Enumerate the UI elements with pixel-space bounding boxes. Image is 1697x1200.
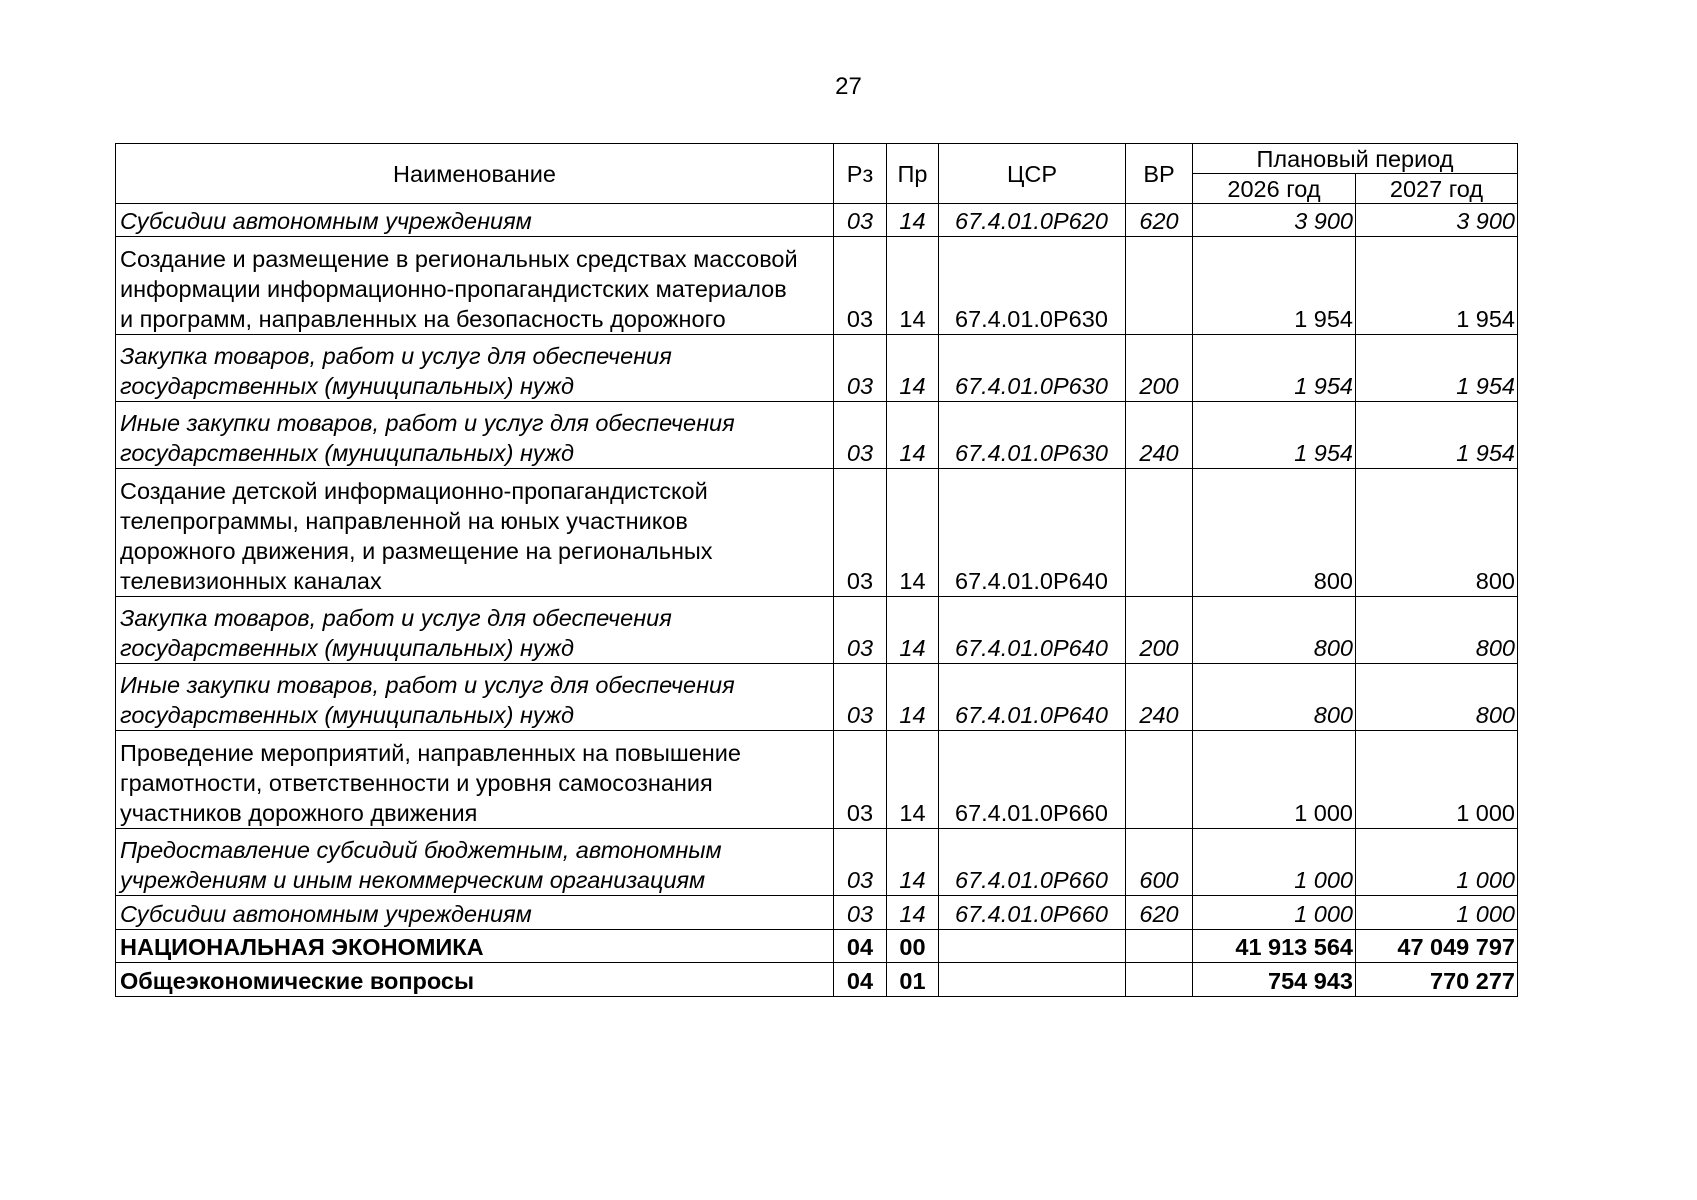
row-value-2027: 1 954 bbox=[1356, 402, 1518, 469]
row-value-2026: 754 943 bbox=[1193, 963, 1356, 997]
row-csr: 67.4.01.0Р640 bbox=[939, 597, 1126, 664]
row-csr: 67.4.01.0Р660 bbox=[939, 731, 1126, 829]
table-body bbox=[116, 204, 1518, 997]
table-row bbox=[116, 664, 1518, 731]
row-pr: 01 bbox=[887, 963, 939, 997]
row-vr: 620 bbox=[1126, 204, 1193, 237]
row-value-2027: 1 000 bbox=[1356, 731, 1518, 829]
row-rz: 03 bbox=[834, 335, 887, 402]
row-name: Субсидии автономным учреждениям bbox=[116, 896, 834, 930]
row-value-2027: 1 954 bbox=[1356, 237, 1518, 335]
row-vr: 200 bbox=[1126, 335, 1193, 402]
row-name: НАЦИОНАЛЬНАЯ ЭКОНОМИКА bbox=[116, 930, 834, 963]
row-rz: 03 bbox=[834, 731, 887, 829]
row-pr: 14 bbox=[887, 664, 939, 731]
row-pr: 14 bbox=[887, 335, 939, 402]
table-row bbox=[116, 930, 1518, 963]
row-rz: 03 bbox=[834, 469, 887, 597]
row-vr bbox=[1126, 731, 1193, 829]
row-rz: 03 bbox=[834, 664, 887, 731]
row-rz: 03 bbox=[834, 829, 887, 896]
row-csr: 67.4.01.0Р630 bbox=[939, 335, 1126, 402]
row-pr: 14 bbox=[887, 896, 939, 930]
row-rz: 04 bbox=[834, 963, 887, 997]
row-vr: 620 bbox=[1126, 896, 1193, 930]
row-value-2026: 41 913 564 bbox=[1193, 930, 1356, 963]
row-name: Закупка товаров, работ и услуг для обеспечения государственных (муниципальных) нужд bbox=[116, 335, 834, 402]
row-csr: 67.4.01.0Р640 bbox=[939, 664, 1126, 731]
row-name: Закупка товаров, работ и услуг для обеспечения государственных (муниципальных) нужд bbox=[116, 597, 834, 664]
row-rz: 03 bbox=[834, 204, 887, 237]
row-value-2027: 1 954 bbox=[1356, 335, 1518, 402]
row-value-2027: 47 049 797 bbox=[1356, 930, 1518, 963]
row-value-2027: 800 bbox=[1356, 664, 1518, 731]
row-vr: 200 bbox=[1126, 597, 1193, 664]
row-rz: 04 bbox=[834, 930, 887, 963]
header-name: Наименование bbox=[116, 144, 834, 204]
row-csr: 67.4.01.0Р620 bbox=[939, 204, 1126, 237]
table-row bbox=[116, 731, 1518, 829]
row-pr: 14 bbox=[887, 597, 939, 664]
row-pr: 14 bbox=[887, 469, 939, 597]
row-name: Создание и размещение в региональных средствах массовой информации информационно-пропагандистских материалов и программ, направленных на безопасность дорожного bbox=[116, 237, 834, 335]
row-pr: 14 bbox=[887, 237, 939, 335]
row-vr bbox=[1126, 930, 1193, 963]
row-value-2026: 1 000 bbox=[1193, 829, 1356, 896]
row-csr bbox=[939, 930, 1126, 963]
row-vr bbox=[1126, 237, 1193, 335]
row-csr: 67.4.01.0Р660 bbox=[939, 829, 1126, 896]
row-csr: 67.4.01.0Р630 bbox=[939, 237, 1126, 335]
row-pr: 14 bbox=[887, 402, 939, 469]
header-csr: ЦСР bbox=[939, 144, 1126, 204]
row-value-2027: 800 bbox=[1356, 469, 1518, 597]
row-pr: 14 bbox=[887, 204, 939, 237]
row-value-2027: 3 900 bbox=[1356, 204, 1518, 237]
row-value-2026: 1 000 bbox=[1193, 896, 1356, 930]
row-name: Создание детской информационно-пропагандистской телепрограммы, направленной на юных участников дорожного движения, и размещение на региональных телевизионных каналах bbox=[116, 469, 834, 597]
header-year-2027: 2027 год bbox=[1356, 174, 1518, 204]
row-value-2026: 800 bbox=[1193, 664, 1356, 731]
table-row bbox=[116, 402, 1518, 469]
table-row bbox=[116, 335, 1518, 402]
row-value-2026: 1 954 bbox=[1193, 402, 1356, 469]
row-rz: 03 bbox=[834, 896, 887, 930]
budget-table bbox=[115, 143, 1518, 997]
table-row bbox=[116, 469, 1518, 597]
row-value-2027: 1 000 bbox=[1356, 896, 1518, 930]
row-csr: 67.4.01.0Р630 bbox=[939, 402, 1126, 469]
row-value-2026: 1 000 bbox=[1193, 731, 1356, 829]
header-planned-period: Плановый период bbox=[1193, 144, 1518, 174]
header-vr: ВР bbox=[1126, 144, 1193, 204]
row-name: Иные закупки товаров, работ и услуг для обеспечения государственных (муниципальных) нужд bbox=[116, 402, 834, 469]
row-name: Иные закупки товаров, работ и услуг для обеспечения государственных (муниципальных) нужд bbox=[116, 664, 834, 731]
row-pr: 14 bbox=[887, 731, 939, 829]
row-value-2027: 800 bbox=[1356, 597, 1518, 664]
row-vr: 240 bbox=[1126, 402, 1193, 469]
row-rz: 03 bbox=[834, 597, 887, 664]
row-value-2027: 1 000 bbox=[1356, 829, 1518, 896]
table-row bbox=[116, 829, 1518, 896]
table-row bbox=[116, 597, 1518, 664]
page-number: 27 bbox=[835, 73, 862, 100]
row-value-2026: 1 954 bbox=[1193, 237, 1356, 335]
row-name: Общеэкономические вопросы bbox=[116, 963, 834, 997]
row-vr: 600 bbox=[1126, 829, 1193, 896]
row-csr bbox=[939, 963, 1126, 997]
row-csr: 67.4.01.0Р640 bbox=[939, 469, 1126, 597]
row-name: Субсидии автономным учреждениям bbox=[116, 204, 834, 237]
row-vr bbox=[1126, 963, 1193, 997]
row-vr bbox=[1126, 469, 1193, 597]
row-csr: 67.4.01.0Р660 bbox=[939, 896, 1126, 930]
row-pr: 00 bbox=[887, 930, 939, 963]
table-row bbox=[116, 963, 1518, 997]
row-name: Проведение мероприятий, направленных на повышение грамотности, ответственности и уровня самосознания участников дорожного движения bbox=[116, 731, 834, 829]
table-row bbox=[116, 204, 1518, 237]
table-row bbox=[116, 896, 1518, 930]
row-name: Предоставление субсидий бюджетным, автономным учреждениям и иным некоммерческим организациям bbox=[116, 829, 834, 896]
row-rz: 03 bbox=[834, 402, 887, 469]
row-pr: 14 bbox=[887, 829, 939, 896]
row-value-2026: 3 900 bbox=[1193, 204, 1356, 237]
row-rz: 03 bbox=[834, 237, 887, 335]
header-pr: Пр bbox=[887, 144, 939, 204]
row-value-2026: 800 bbox=[1193, 597, 1356, 664]
row-value-2026: 800 bbox=[1193, 469, 1356, 597]
table-row bbox=[116, 237, 1518, 335]
header-rz: Рз bbox=[834, 144, 887, 204]
header-year-2026: 2026 год bbox=[1193, 174, 1356, 204]
row-value-2027: 770 277 bbox=[1356, 963, 1518, 997]
row-vr: 240 bbox=[1126, 664, 1193, 731]
row-value-2026: 1 954 bbox=[1193, 335, 1356, 402]
